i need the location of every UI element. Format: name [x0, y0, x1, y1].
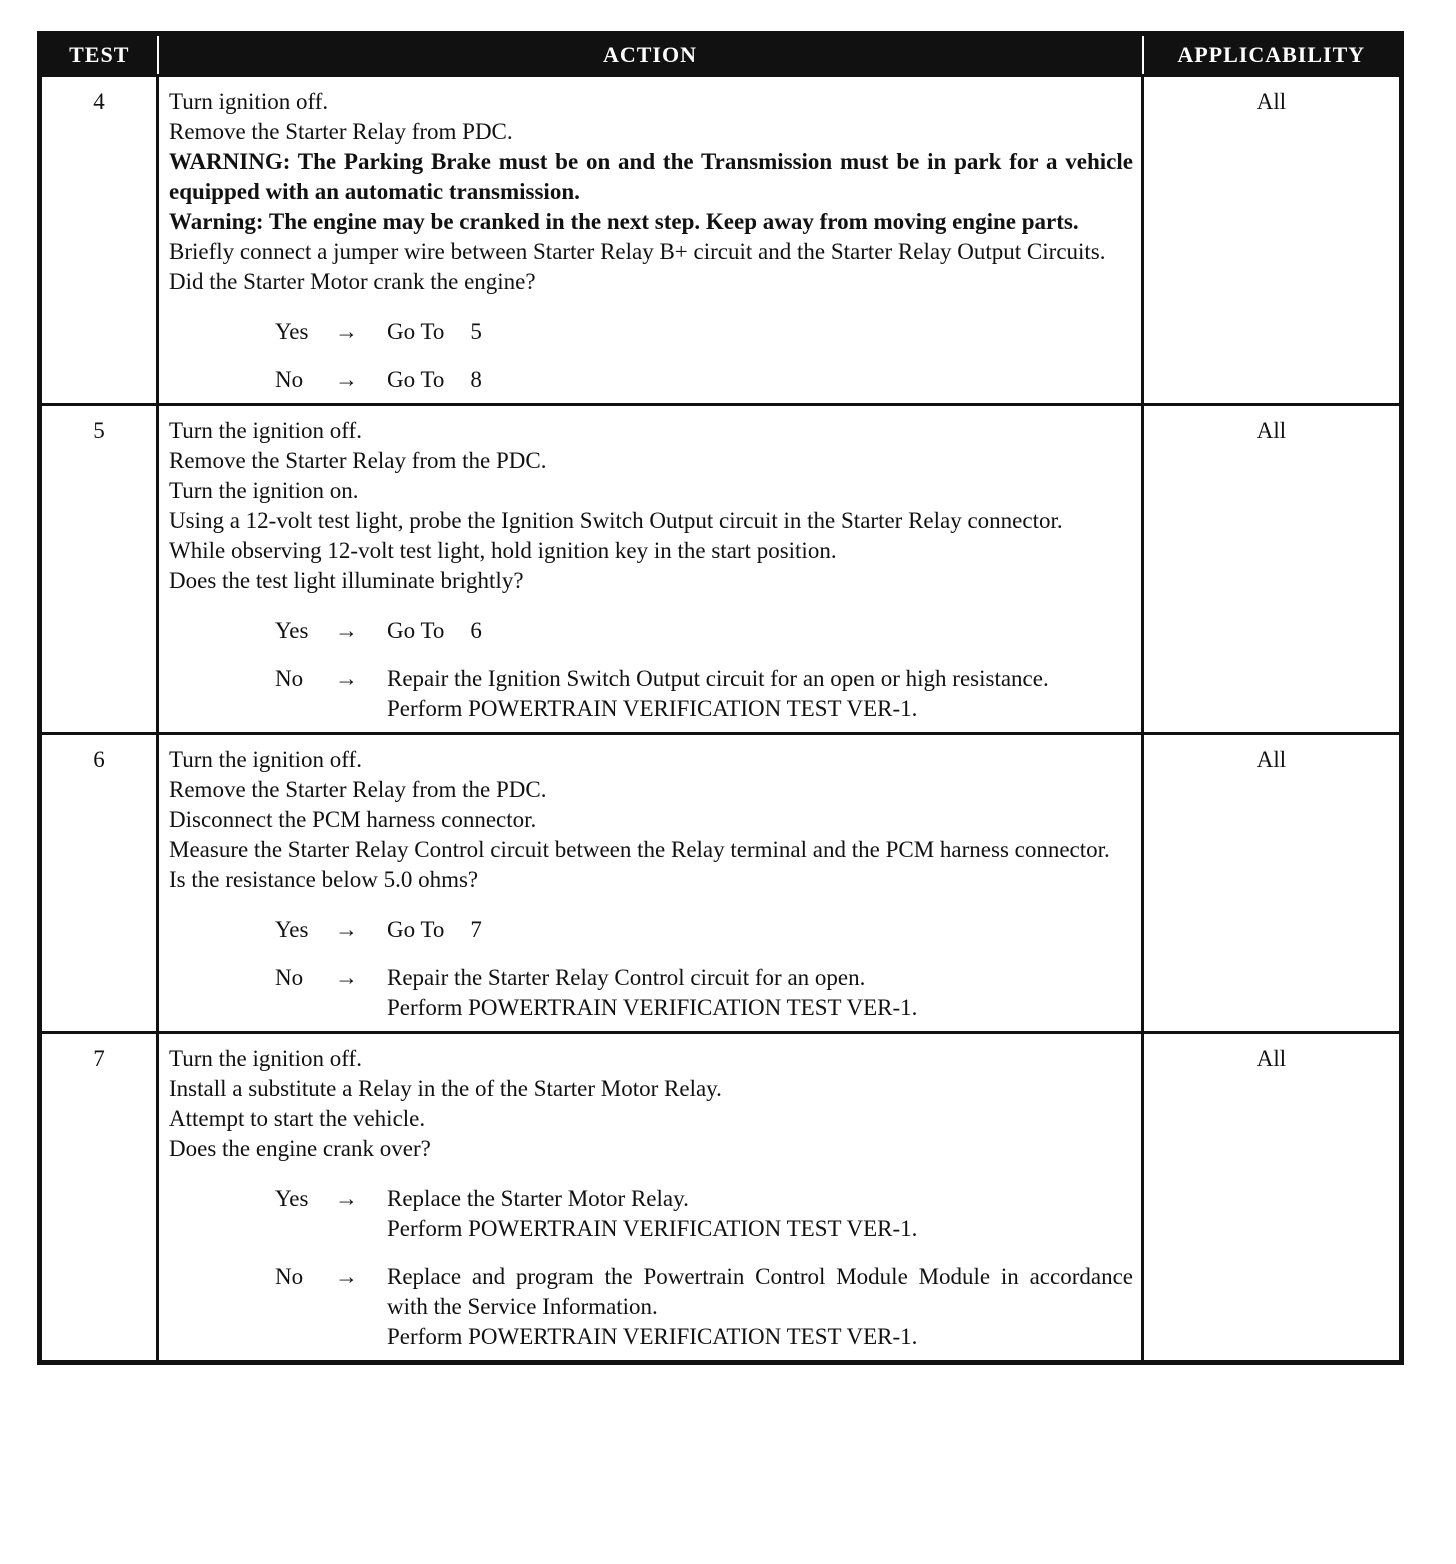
- goto-number: 6: [470, 618, 482, 643]
- warning-text: Warning: The engine may be cranked in the next step. Keep away from moving engine parts.: [169, 209, 1079, 234]
- outcome-body: [387, 317, 1133, 347]
- header-applicability: APPLICABILITY: [1143, 34, 1402, 76]
- test-number: 4: [40, 76, 158, 405]
- arrow-icon: →: [335, 367, 358, 392]
- action-cell: [158, 405, 1143, 734]
- table-header: [40, 34, 1402, 76]
- instruction-line: Remove the Starter Relay from the PDC.: [169, 777, 547, 802]
- outcome-label: No: [275, 1264, 304, 1289]
- outcome-label: Yes: [275, 618, 309, 643]
- outcome-body: [387, 963, 1133, 1023]
- instruction-line: Turn the ignition off.: [169, 747, 362, 772]
- applicability-value: All: [1143, 405, 1402, 734]
- arrow-icon: →: [335, 666, 358, 691]
- outcome-body: [387, 1184, 1133, 1244]
- arrow-icon: →: [335, 319, 358, 344]
- outcome-yes: [275, 616, 1133, 646]
- action-cell: [158, 76, 1143, 405]
- outcome-label: No: [275, 965, 304, 990]
- arrow-icon: →: [335, 1186, 358, 1211]
- table-row: [40, 76, 1402, 405]
- diagnostic-table-sheet: [37, 31, 1399, 1365]
- arrow-icon: →: [335, 1264, 358, 1289]
- outcome-line: Replace the Starter Motor Relay.: [387, 1186, 689, 1211]
- arrow-icon: →: [335, 965, 358, 990]
- outcome-body: [387, 915, 1133, 945]
- outcome-label: Yes: [275, 1186, 309, 1211]
- instruction-line: Does the test light illuminate brightly?: [169, 568, 524, 593]
- goto-number: 8: [470, 367, 482, 392]
- outcome-yes: [275, 1184, 1133, 1244]
- goto-text: Go To: [387, 367, 445, 392]
- outcome-no: [275, 1262, 1133, 1352]
- instruction-line: Turn the ignition off.: [169, 418, 362, 443]
- goto-text: Go To: [387, 917, 445, 942]
- outcome-body: [387, 365, 1133, 395]
- arrow-icon: →: [335, 618, 358, 643]
- outcome-no: [275, 963, 1133, 1023]
- goto-number: 7: [470, 917, 482, 942]
- warning-text: WARNING: The Parking Brake must be on and the Transmission must be in park for a vehicle equipped with an automatic transmission.: [169, 149, 1133, 204]
- instruction-line: Is the resistance below 5.0 ohms?: [169, 867, 479, 892]
- instruction-line: Attempt to start the vehicle.: [169, 1106, 426, 1131]
- outcome-line: Perform POWERTRAIN VERIFICATION TEST VER-1.: [387, 1324, 918, 1349]
- outcome-line: Perform POWERTRAIN VERIFICATION TEST VER-1.: [387, 995, 918, 1020]
- arrow-icon: →: [335, 917, 358, 942]
- applicability-value: All: [1143, 76, 1402, 405]
- outcome-yes: [275, 915, 1133, 945]
- outcome-line: Repair the Ignition Switch Output circuit for an open or high resistance.: [387, 666, 1049, 691]
- instruction-line: Did the Starter Motor crank the engine?: [169, 269, 536, 294]
- outcome-label: No: [275, 666, 304, 691]
- outcome-label: Yes: [275, 319, 309, 344]
- outcome-no: [275, 365, 1133, 395]
- instruction-line: Remove the Starter Relay from the PDC.: [169, 448, 547, 473]
- instruction-line: Using a 12-volt test light, probe the Ignition Switch Output circuit in the Starter Relay connector.: [169, 508, 1063, 533]
- instruction-line: Install a substitute a Relay in the of the Starter Motor Relay.: [169, 1076, 722, 1101]
- action-cell: [158, 734, 1143, 1033]
- table-row: [40, 1033, 1402, 1363]
- action-cell: [158, 1033, 1143, 1363]
- table-body: [40, 76, 1402, 1363]
- outcome-no: [275, 664, 1133, 724]
- outcome-line: Perform POWERTRAIN VERIFICATION TEST VER-1.: [387, 1216, 918, 1241]
- instruction-line: Turn ignition off.: [169, 89, 329, 114]
- applicability-value: All: [1143, 1033, 1402, 1363]
- instruction-line: Remove the Starter Relay from PDC.: [169, 119, 513, 144]
- goto-number: 5: [470, 319, 482, 344]
- diagnostic-test-table: [37, 31, 1404, 1365]
- outcome-yes: [275, 317, 1133, 347]
- instruction-line: Disconnect the PCM harness connector.: [169, 807, 537, 832]
- outcome-line: Replace and program the Powertrain Control Module Module in accordance with the Service Information.: [387, 1264, 1133, 1319]
- instruction-line: Does the engine crank over?: [169, 1136, 431, 1161]
- test-number: 7: [40, 1033, 158, 1363]
- outcome-label: Yes: [275, 917, 309, 942]
- outcome-body: [387, 616, 1133, 646]
- outcome-label: No: [275, 367, 304, 392]
- outcome-body: [387, 1262, 1133, 1352]
- table-row: [40, 734, 1402, 1033]
- outcome-line: Repair the Starter Relay Control circuit for an open.: [387, 965, 866, 990]
- table-row: [40, 405, 1402, 734]
- instruction-line: Briefly connect a jumper wire between Starter Relay B+ circuit and the Starter Relay Output Circuits.: [169, 239, 1106, 264]
- header-action: ACTION: [158, 34, 1143, 76]
- outcome-line: Perform POWERTRAIN VERIFICATION TEST VER-1.: [387, 696, 918, 721]
- test-number: 6: [40, 734, 158, 1033]
- outcome-body: [387, 664, 1133, 724]
- instruction-line: Turn the ignition off.: [169, 1046, 362, 1071]
- goto-text: Go To: [387, 618, 445, 643]
- instruction-line: Turn the ignition on.: [169, 478, 359, 503]
- instruction-line: While observing 12-volt test light, hold ignition key in the start position.: [169, 538, 837, 563]
- test-number: 5: [40, 405, 158, 734]
- applicability-value: All: [1143, 734, 1402, 1033]
- instruction-line: Measure the Starter Relay Control circuit between the Relay terminal and the PCM harness connector.: [169, 837, 1110, 862]
- goto-text: Go To: [387, 319, 445, 344]
- header-test: TEST: [40, 34, 158, 76]
